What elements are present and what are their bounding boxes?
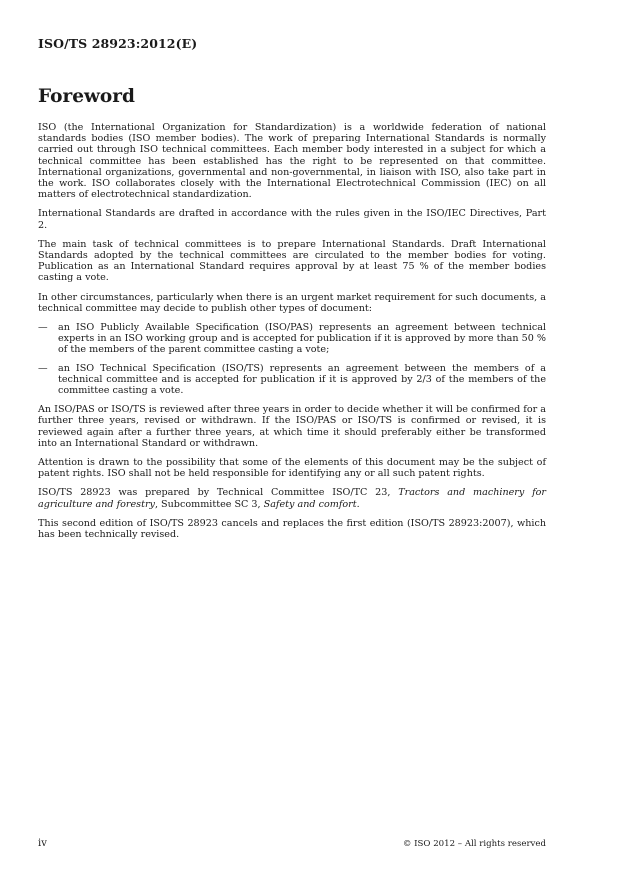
paragraph-patent-rights: Attention is drawn to the possibility that some of the elements of this document may be the subject of patent rights. ISO shall not be held responsible for identifying any or all such patent rights. (38, 457, 546, 480)
paragraph-iso-intro: ISO (the International Organization for Standardization) is a worldwide federation of national standards bodies (ISO member bodies). The work of preparing International Standards is normally carried out through ISO technical committees. Each member body interested in a subject for which a technical committee has been established has the right to be represented on that committee. International organizations, governmental and non-governmental, in liaison with ISO, also take part in the work. ISO collaborates closely with the International Electrotechnical Commission (IEC) on all matters of electrotechnical standardization. (38, 122, 546, 201)
prepared-by-text: ISO/TS 28923 was prepared by Technical Committee ISO/TC 23, (38, 487, 399, 499)
page-number: iv (38, 838, 47, 849)
list-dash: — (38, 362, 48, 374)
document-types-list (38, 322, 546, 396)
paragraph-other-circumstances: In other circumstances, particularly when there is an urgent market requirement for such documents, a technical committee may decide to publish other types of document: (38, 291, 546, 314)
list-item-text: an ISO Publicly Available Specification (ISO/PAS) represents an agreement between technical experts in an ISO working group and is accepted for publication if it is approved by more than 50 % of the members of the parent committee casting a vote; (58, 322, 546, 356)
committee-name: Tractors and machinery for agriculture and forestry (38, 487, 546, 510)
prepared-by-text: , Subcommittee SC 3, (154, 498, 264, 510)
page-title: Foreword (38, 86, 135, 107)
foreword-body (38, 122, 546, 548)
paragraph-edition: This second edition of ISO/TS 28923 cancels and replaces the first edition (ISO/TS 28923:2007), which has been technically revised. (38, 517, 546, 541)
document-reference: ISO/TS 28923:2012(E) (38, 36, 198, 51)
copyright-notice: © ISO 2012 – All rights reserved (402, 839, 546, 849)
paragraph-review: An ISO/PAS or ISO/TS is reviewed after three years in order to decide whether it will be confirmed for a further three years, revised or withdrawn. If the ISO/PAS or ISO/TS is confirmed or revised, it is reviewed again after a further three years, at which time it should preferably either be transformed into an International Standard or withdrawn. (38, 404, 546, 449)
paragraph-prepared-by (38, 487, 546, 509)
prepared-by-text: . (356, 498, 360, 510)
list-dash: — (38, 322, 48, 334)
paragraph-drafting-rules: International Standards are drafted in accordance with the rules given in the ISO/IEC Directives, Part 2. (38, 208, 546, 231)
paragraph-committee-task: The main task of technical committees is to prepare International Standards. Draft International Standards adopted by the technical committees are circulated to the member bodies for voting. Publication as an International Standard requires approval by at least 75 % of the member bodies casting a vote. (38, 238, 546, 284)
list-item-pas (38, 322, 546, 356)
list-item-text: an ISO Technical Specification (ISO/TS) represents an agreement between the members of a technical committee and is accepted for publication if it is approved by 2/3 of the members of the committee casting a vote. (58, 362, 546, 397)
subcommittee-name: Safety and comfort (263, 498, 357, 510)
list-item-ts (38, 363, 546, 397)
